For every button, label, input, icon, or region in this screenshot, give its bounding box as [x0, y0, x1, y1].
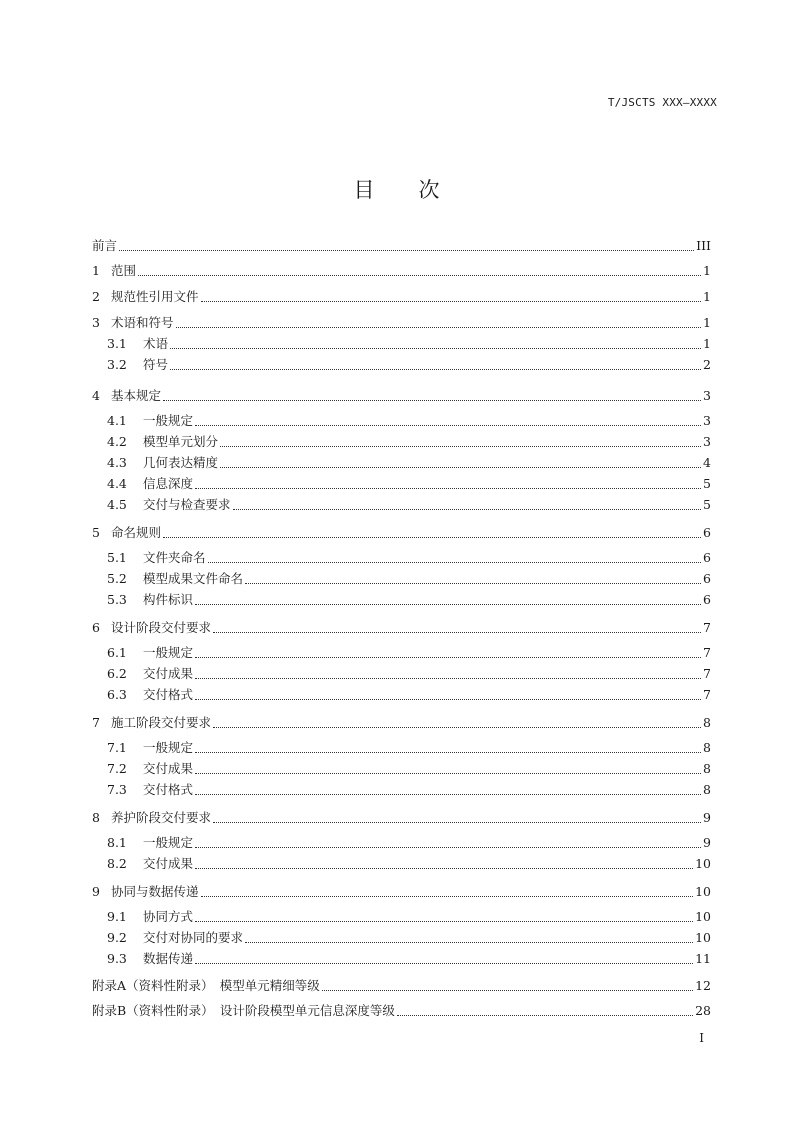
toc-leader-dots [195, 487, 701, 489]
toc-entry-label: 交付格式 [143, 782, 194, 797]
toc-entry-number: 8 [92, 810, 100, 825]
toc-entry-page: 28 [695, 1003, 711, 1018]
toc-entry-number: 6.1 [107, 645, 127, 660]
toc-entry-page: 2 [703, 357, 711, 372]
toc-entry-label: 养护阶段交付要求 [111, 810, 212, 825]
toc-leader-dots [245, 941, 693, 943]
toc-entry-number: 9.2 [107, 930, 127, 945]
toc-entry-number: 4.1 [107, 413, 127, 428]
toc-leader-dots [220, 445, 701, 447]
toc-entry-number: 6.2 [107, 666, 127, 681]
toc-entry-page: 6 [703, 550, 711, 565]
toc-entry-page: III [696, 238, 711, 253]
toc-entry-page: 8 [703, 715, 711, 730]
toc-entry[interactable] [107, 854, 711, 874]
toc-entry-number: 9.3 [107, 951, 127, 966]
toc-entry-page: 9 [703, 835, 711, 850]
toc-entry-label: 交付对协同的要求 [143, 930, 244, 945]
toc-entry[interactable] [107, 928, 711, 948]
toc-leader-dots [201, 895, 694, 897]
toc-entry-number: 9 [92, 884, 100, 899]
toc-entry-number: 8.2 [107, 856, 127, 871]
toc-leader-dots [195, 962, 693, 964]
toc-entry-page: 10 [695, 884, 711, 899]
toc-entry-page: 7 [703, 666, 711, 681]
toc-entry-number: 5.1 [107, 550, 127, 565]
toc-entry-number: 7.2 [107, 761, 127, 776]
toc-entry-label: 模型成果文件命名 [143, 571, 244, 586]
toc-entry-label: 信息深度 [143, 476, 194, 491]
toc-entry-label: 规范性引用文件 [111, 289, 199, 304]
toc-entry[interactable] [92, 523, 711, 543]
toc-leader-dots [170, 347, 701, 349]
toc-leader-dots [201, 300, 702, 302]
toc-entry-number: 6.3 [107, 687, 127, 702]
toc-leader-dots [195, 846, 701, 848]
toc-entry[interactable] [92, 287, 711, 307]
toc-entry-page: 10 [695, 909, 711, 924]
toc-entry-number: 3 [92, 315, 100, 330]
toc-entry-page: 8 [703, 740, 711, 755]
toc-entry-page: 8 [703, 782, 711, 797]
toc-entry-label: 交付成果 [143, 761, 194, 776]
toc-leader-dots [213, 821, 701, 823]
toc-entry-number: 8.1 [107, 835, 127, 850]
page-number: I [699, 1031, 704, 1045]
toc-entry[interactable] [107, 664, 711, 684]
toc-leader-dots [176, 326, 702, 328]
toc-entry-number: 6 [92, 620, 100, 635]
toc-leader-dots [195, 772, 701, 774]
toc-entry-page: 3 [703, 434, 711, 449]
toc-entry[interactable] [107, 474, 711, 494]
toc-leader-dots [397, 1014, 693, 1016]
toc-entry-page: 7 [703, 620, 711, 635]
toc-entry-label: 术语和符号 [111, 315, 174, 330]
toc-entry-label: 施工阶段交付要求 [111, 715, 212, 730]
toc-leader-dots [220, 466, 701, 468]
toc-entry-label: 文件夹命名 [143, 550, 206, 565]
toc-entry[interactable] [107, 738, 711, 758]
toc-leader-dots [170, 368, 701, 370]
toc-entry[interactable] [107, 780, 711, 800]
title-char-2: 次 [418, 178, 440, 202]
toc-entry[interactable] [92, 882, 711, 902]
toc-entry-page: 3 [703, 388, 711, 403]
toc-entry-page: 11 [695, 951, 711, 966]
toc-leader-dots [322, 989, 693, 991]
document-code: T/JSCTS XXX—XXXX [607, 96, 717, 109]
toc-entry-page: 8 [703, 761, 711, 776]
toc-entry-label: 交付成果 [143, 666, 194, 681]
toc-entry-number: 5.3 [107, 592, 127, 607]
toc-entry[interactable] [92, 236, 711, 256]
toc-entry-page: 10 [695, 930, 711, 945]
toc-entry-label: 范围 [111, 263, 137, 278]
toc-entry[interactable] [107, 334, 711, 354]
toc-entry-number: 7 [92, 715, 100, 730]
toc-entry-label: 前言 [92, 238, 118, 253]
toc-entry-page: 1 [703, 263, 711, 278]
toc-entry-number: 2 [92, 289, 100, 304]
toc-entry-number: 3.2 [107, 357, 127, 372]
toc-leader-dots [119, 249, 694, 251]
toc-entry[interactable] [107, 949, 711, 969]
toc-entry-page: 10 [695, 856, 711, 871]
toc-leader-dots [213, 726, 701, 728]
toc-entry-page: 5 [703, 497, 711, 512]
toc-entry-number: 4.5 [107, 497, 127, 512]
toc-leader-dots [195, 867, 693, 869]
toc-entry-label: 一般规定 [143, 740, 194, 755]
page-title [0, 174, 793, 204]
toc-leader-dots [195, 698, 701, 700]
toc-entry[interactable] [92, 618, 711, 638]
toc-entry-page: 12 [695, 978, 711, 993]
toc-entry-number: 4.4 [107, 476, 127, 491]
toc-leader-dots [163, 536, 701, 538]
toc-entry-number: 1 [92, 263, 100, 278]
toc-entry-label: 设计阶段交付要求 [111, 620, 212, 635]
toc-entry[interactable] [92, 713, 711, 733]
toc-entry-label: 符号 [143, 357, 169, 372]
toc-entry[interactable] [107, 685, 711, 705]
toc-leader-dots [195, 920, 693, 922]
toc-entry[interactable] [107, 411, 711, 431]
toc-entry-page: 1 [703, 315, 711, 330]
toc-entry-label: 一般规定 [143, 413, 194, 428]
toc-entry-page: 1 [703, 289, 711, 304]
toc-entry[interactable] [107, 495, 711, 515]
toc-entry-label: 构件标识 [143, 592, 194, 607]
toc-entry-number: 4.2 [107, 434, 127, 449]
toc-entry-number: 7.3 [107, 782, 127, 797]
toc-entry-label: 一般规定 [143, 835, 194, 850]
toc-leader-dots [195, 677, 701, 679]
toc-leader-dots [245, 582, 701, 584]
toc-leader-dots [195, 424, 701, 426]
toc-entry-label: 附录A（资料性附录） 模型单元精细等级 [92, 978, 320, 993]
toc-entry-number: 4 [92, 388, 100, 403]
toc-entry-label: 命名规则 [111, 525, 162, 540]
toc-entry[interactable] [92, 386, 711, 406]
toc-entry-number: 4.3 [107, 455, 127, 470]
toc-leader-dots [195, 603, 701, 605]
toc-entry[interactable] [107, 907, 711, 927]
toc-entry-label: 基本规定 [111, 388, 162, 403]
toc-entry-label: 交付与检查要求 [143, 497, 231, 512]
toc-entry-number: 5.2 [107, 571, 127, 586]
toc-entry[interactable] [92, 313, 711, 333]
toc-entry[interactable] [107, 643, 711, 663]
toc-leader-dots [195, 793, 701, 795]
toc-entry-label: 一般规定 [143, 645, 194, 660]
toc-entry-page: 6 [703, 592, 711, 607]
toc-entry-page: 7 [703, 687, 711, 702]
toc-entry[interactable] [107, 453, 711, 473]
toc-entry-number: 3.1 [107, 336, 127, 351]
toc-entry-number: 9.1 [107, 909, 127, 924]
toc-entry[interactable] [107, 833, 711, 853]
toc-entry[interactable] [92, 261, 711, 281]
toc-entry[interactable] [92, 808, 711, 828]
toc-entry-page: 4 [703, 455, 711, 470]
toc-leader-dots [195, 656, 701, 658]
toc-entry[interactable] [107, 569, 711, 589]
toc-entry-label: 交付格式 [143, 687, 194, 702]
toc-entry-number: 5 [92, 525, 100, 540]
toc-entry[interactable] [92, 976, 711, 996]
toc-leader-dots [233, 508, 702, 510]
toc-leader-dots [213, 631, 701, 633]
toc-entry-page: 5 [703, 476, 711, 491]
toc-entry-number: 7.1 [107, 740, 127, 755]
toc-entry-page: 6 [703, 525, 711, 540]
toc-entry[interactable] [107, 590, 711, 610]
toc-entry-label: 数据传递 [143, 951, 194, 966]
toc-entry-page: 9 [703, 810, 711, 825]
toc-entry[interactable] [107, 432, 711, 452]
toc-leader-dots [138, 274, 701, 276]
title-char-1: 目 [353, 178, 375, 202]
toc-entry-label: 协同与数据传递 [111, 884, 199, 899]
toc-entry[interactable] [92, 1001, 711, 1021]
toc-entry[interactable] [107, 355, 711, 375]
toc-entry-page: 3 [703, 413, 711, 428]
toc-entry-label: 交付成果 [143, 856, 194, 871]
toc-leader-dots [195, 751, 701, 753]
toc-entry-label: 附录B（资料性附录） 设计阶段模型单元信息深度等级 [92, 1003, 395, 1018]
toc-entry-label: 几何表达精度 [143, 455, 219, 470]
toc-entry-label: 协同方式 [143, 909, 194, 924]
toc-leader-dots [208, 561, 702, 563]
toc-entry-label: 模型单元划分 [143, 434, 219, 449]
toc-entry-label: 术语 [143, 336, 169, 351]
toc-leader-dots [163, 399, 701, 401]
toc-entry[interactable] [107, 548, 711, 568]
toc-entry-page: 7 [703, 645, 711, 660]
toc-entry-page: 6 [703, 571, 711, 586]
toc-entry-page: 1 [703, 336, 711, 351]
toc-entry[interactable] [107, 759, 711, 779]
